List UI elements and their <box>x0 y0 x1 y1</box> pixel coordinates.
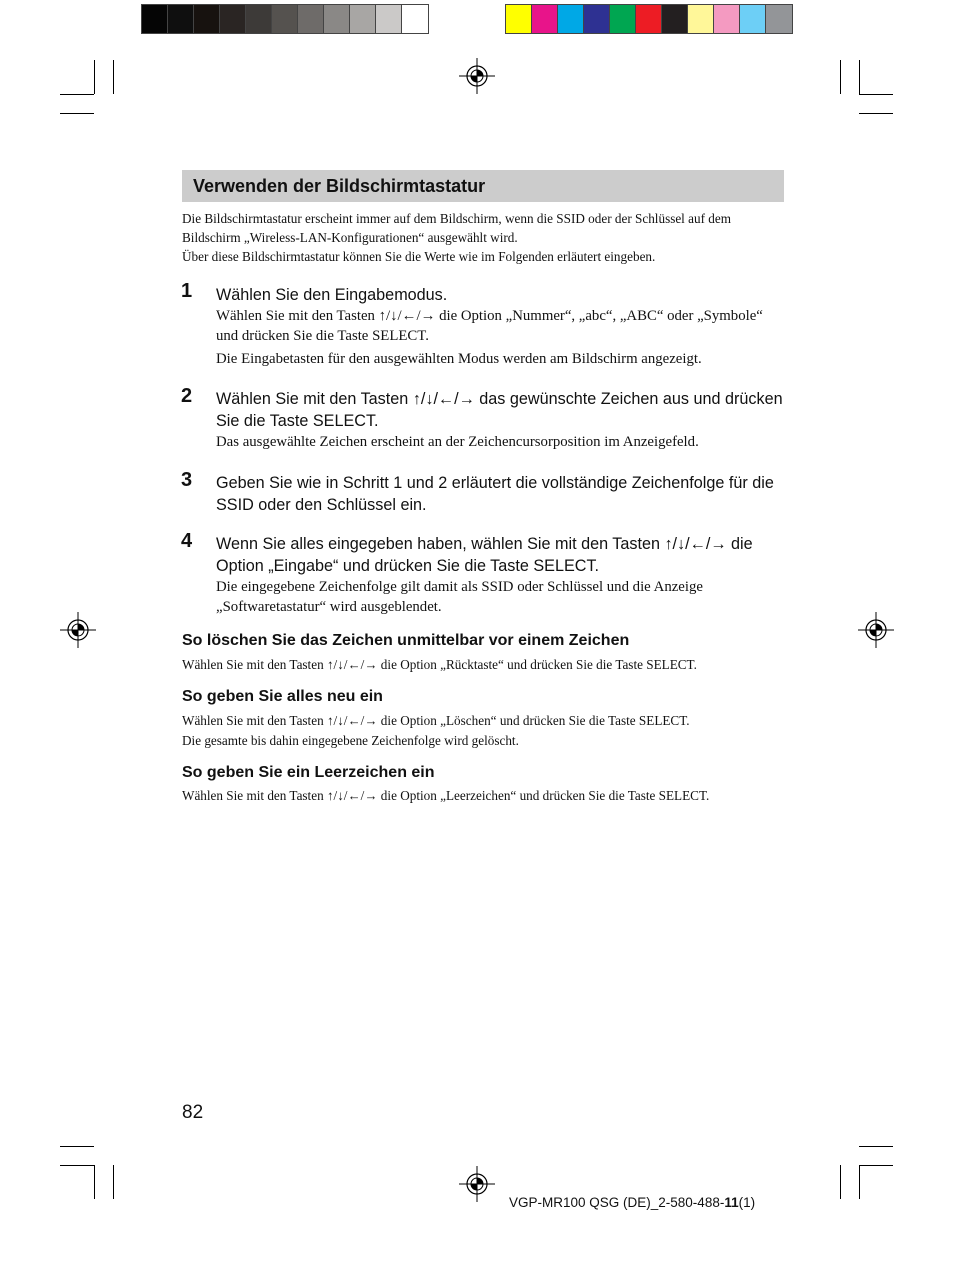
registration-mark-icon <box>459 58 495 94</box>
color-swatch <box>376 5 402 33</box>
step-4 <box>216 533 788 617</box>
intro-text <box>182 209 788 266</box>
color-swatch <box>142 5 168 33</box>
color-swatch <box>506 5 532 33</box>
color-swatch <box>688 5 714 33</box>
color-swatch <box>298 5 324 33</box>
subsection-body <box>182 786 788 806</box>
step-1 <box>216 284 788 369</box>
intro-paragraph: Die Bildschirmtastatur erscheint immer auf dem Bildschirm, wenn die SSID oder der Schlüssel auf dem Bildschirm „Wireless-LAN-Konfigurationen“ ausgewählt wird. <box>182 211 731 245</box>
color-swatch <box>350 5 376 33</box>
color-swatch <box>610 5 636 33</box>
subsection-paragraph: Die gesamte bis dahin eingegebene Zeichenfolge wird gelöscht. <box>182 733 519 748</box>
color-swatch <box>272 5 298 33</box>
color-swatch <box>636 5 662 33</box>
color-swatch <box>220 5 246 33</box>
registration-mark-icon <box>858 612 894 648</box>
step-body: Die eingegebene Zeichenfolge gilt damit als SSID oder Schlüssel und die Anzeige „Softwaretastatur“ wird ausgeblendet. <box>216 579 703 615</box>
step-2 <box>216 388 788 452</box>
color-swatch <box>402 5 428 33</box>
step-number: 4 <box>181 530 193 552</box>
color-calibration-bar <box>505 4 793 34</box>
color-swatch <box>740 5 766 33</box>
registration-mark-icon <box>459 1166 495 1202</box>
step-body: Das ausgewählte Zeichen erscheint an der Zeichencursorposition im Anzeigefeld. <box>216 434 699 450</box>
subsection-body <box>182 711 788 751</box>
color-swatch <box>662 5 688 33</box>
page-number: 82 <box>182 1102 204 1123</box>
step-3 <box>216 472 788 516</box>
subsection-paragraph: Wählen Sie mit den Tasten ↑/↓/←/→ die Option „Rücktaste“ und drücken Sie die Taste SELECT. <box>182 657 697 672</box>
grayscale-calibration-bar <box>141 4 429 34</box>
step-lead: Geben Sie wie in Schritt 1 und 2 erläutert die vollständige Zeichenfolge für die SSID oder den Schlüssel ein. <box>216 474 774 514</box>
color-swatch <box>324 5 350 33</box>
step-lead: Wenn Sie alles eingegeben haben, wählen Sie mit den Tasten ↑/↓/←/→ die Option „Eingabe“ und drücken Sie die Taste SELECT. <box>216 535 753 575</box>
color-swatch <box>558 5 584 33</box>
subsection-title: So geben Sie ein Leerzeichen ein <box>182 764 435 781</box>
step-number: 1 <box>181 280 193 302</box>
subsection-body <box>182 655 788 675</box>
section-title: Verwenden der Bildschirmtastatur <box>193 176 486 196</box>
color-swatch <box>168 5 194 33</box>
intro-paragraph: Über diese Bildschirmtastatur können Sie die Werte wie im Folgenden erläutert eingeben. <box>182 249 656 264</box>
registration-mark-icon <box>60 612 96 648</box>
subsection-paragraph: Wählen Sie mit den Tasten ↑/↓/←/→ die Option „Löschen“ und drücken Sie die Taste SELECT. <box>182 713 690 728</box>
subsection-title: So löschen Sie das Zeichen unmittelbar vor einem Zeichen <box>182 632 630 649</box>
footer-bold: 11 <box>724 1195 739 1210</box>
color-swatch <box>766 5 792 33</box>
color-swatch <box>246 5 272 33</box>
color-swatch <box>194 5 220 33</box>
footer-prefix: VGP-MR100 QSG (DE)_2-580-488- <box>509 1195 725 1210</box>
color-swatch <box>584 5 610 33</box>
footer-code <box>509 1195 755 1210</box>
step-lead: Wählen Sie den Eingabemodus. <box>216 286 448 304</box>
step-lead: Wählen Sie mit den Tasten ↑/↓/←/→ das gewünschte Zeichen aus und drücken Sie die Taste SELECT. <box>216 390 783 430</box>
step-number: 3 <box>181 469 193 491</box>
color-swatch <box>714 5 740 33</box>
subsection-paragraph: Wählen Sie mit den Tasten ↑/↓/←/→ die Option „Leerzeichen“ und drücken Sie die Taste SELECT. <box>182 788 710 803</box>
step-body: Die Eingabetasten für den ausgewählten Modus werden am Bildschirm angezeigt. <box>216 351 702 367</box>
step-number: 2 <box>181 385 193 407</box>
section-heading <box>182 170 784 202</box>
footer-suffix: (1) <box>738 1195 756 1210</box>
step-body: Wählen Sie mit den Tasten ↑/↓/←/→ die Option „Nummer“, „abc“, „ABC“ oder „Symbole“ und drücken Sie die Taste SELECT. <box>216 308 763 344</box>
subsection-title: So geben Sie alles neu ein <box>182 688 383 705</box>
color-swatch <box>532 5 558 33</box>
